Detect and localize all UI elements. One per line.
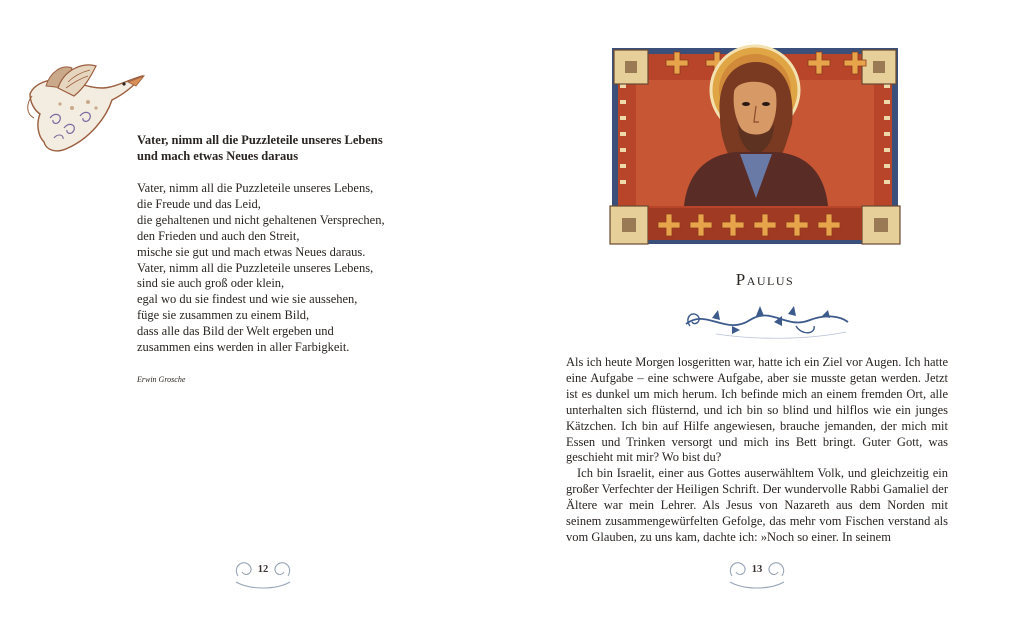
story-paragraph: Ich bin Israelit, einer aus Gottes auserwähltem Volk, und gleichzeitig ein großer Verfechter der Heiligen Schrift. Der wundervolle Rabbi Gamaliel der Ältere war mein Lehrer. Als Jesus von Nazareth aus dem Norden mit seinem zusammengewürfelten Gefolge, das mehr vom Fischen verstand als vom Glauben, zu uns kam, dachte ich: »Noch so einer. In seinem: [566, 466, 948, 544]
right-page: [510, 0, 1020, 620]
poem-line: den Frieden und auch den Streit,: [137, 228, 300, 243]
poem-title-line: und mach etwas Neues daraus: [137, 149, 299, 163]
poem-line: zusammen eins werden in aller Farbigkeit.: [137, 340, 350, 355]
poem-line: sind sie auch groß oder klein,: [137, 276, 285, 291]
page-number-ornament-left: [230, 552, 296, 592]
poem-line: Vater, nimm all die Puzzleteile unseres Lebens,: [137, 260, 374, 275]
page-number: 12: [257, 564, 269, 575]
poem-line: egal wo du sie findest und wie sie aussehen,: [137, 292, 358, 307]
poem-line: Vater, nimm all die Puzzleteile unseres Lebens,: [137, 181, 374, 195]
paulus-portrait: [608, 28, 902, 248]
poem-line: die gehaltenen und nicht gehaltenen Versprechen,: [137, 212, 385, 227]
chapter-title: Paulus: [735, 270, 795, 289]
vine-ornament-icon: [676, 296, 856, 342]
story-text: [566, 355, 948, 545]
poem-line: die Freude und das Leid,: [137, 196, 261, 211]
story-paragraph: Als ich heute Morgen losgeritten war, hatte ich ein Ziel vor Augen. Ich hatte eine Aufgabe – eine schwere Aufgabe, aber sie musste getan werden. Jetzt ist es dunkel um mich herum. Ich befinde mich an einem fremden Ort, alle unterhalten sich flüsternd, und ich bin so blind und hilflos wie ein junges Kätzchen. Ich bin auf Hilfe angewiesen, brauche jemanden, der mich mit Essen und Trinken versorgt und mich ins Bett bringt. Guter Gott, was geschieht mit mir? Wo bist du?: [566, 355, 948, 465]
dove-illustration: [24, 58, 146, 156]
poem-title-line: Vater, nimm all die Puzzleteile unseres Lebens: [137, 133, 383, 147]
page-number-ornament-right: [724, 552, 790, 592]
poem-line: mische sie gut und mach etwas Neues daraus.: [137, 244, 366, 259]
poem-title: [137, 132, 407, 164]
poem-line: dass alle das Bild der Welt ergeben und: [137, 324, 334, 339]
page-number: 13: [751, 564, 763, 575]
poem-author: Erwin Grosche: [137, 375, 186, 384]
poem-line: füge sie zusammen zu einem Bild,: [137, 308, 310, 323]
poem-body: [137, 181, 417, 356]
